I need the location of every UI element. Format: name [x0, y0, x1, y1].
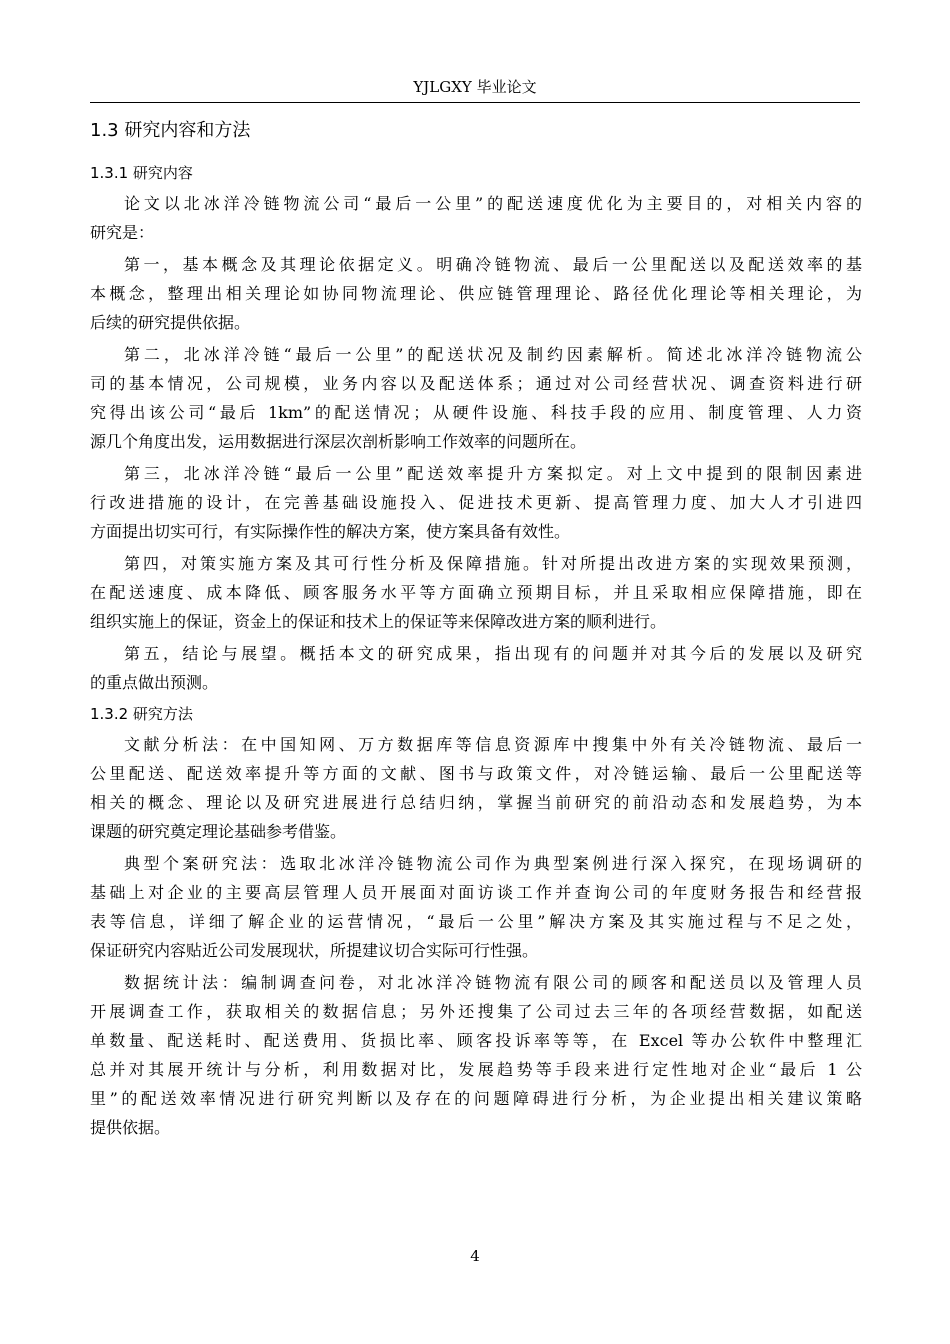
paragraph: [90, 730, 862, 846]
header-divider: [90, 102, 860, 103]
paragraph-line: 的重点做出预测。: [90, 673, 219, 692]
paragraph-line: 行改进措施的设计，在完善基础设施投入、促进技术更新、提高管理力度、加大人才引进四: [90, 493, 862, 512]
paragraph: [90, 189, 862, 247]
paragraph-line: 第五，结论与展望。概括本文的研究成果，指出现有的问题并对其今后的发展以及研究: [124, 644, 862, 663]
paragraph-line: 相关的概念、理论以及研究进展进行总结归纳，掌握当前研究的前沿动态和发展趋势，为本: [90, 793, 862, 812]
paragraph-line: 课题的研究奠定理论基础参考借鉴。: [90, 822, 347, 841]
paragraph-line: 究得出该公司“最后 1km”的配送情况；从硬件设施、科技手段的应用、制度管理、人力资: [90, 403, 862, 422]
paragraph-line: 方面提出切实可行，有实际操作性的解决方案，使方案具备有效性。: [90, 522, 571, 541]
paragraph: [90, 340, 862, 456]
paragraph-line: 总并对其展开统计与分析，利用数据对比，发展趋势等手段来进行定性地对企业“最后 1 公: [90, 1060, 862, 1079]
paragraph-line: 研究是：: [90, 223, 155, 242]
paragraph-line: 第四，对策实施方案及其可行性分析及保障措施。针对所提出改进方案的实现效果预测，: [124, 554, 862, 573]
paragraph-line: 在配送速度、成本降低、顾客服务水平等方面确立预期目标，并且采取相应保障措施，即在: [90, 583, 862, 602]
page-number: 4: [470, 1247, 480, 1265]
paragraph-line: 司的基本情况，公司规模，业务内容以及配送体系；通过对公司经营状况、调查资料进行研: [90, 374, 862, 393]
subsection-research-methods: [90, 700, 862, 1142]
paragraph-line: 论文以北冰洋冷链物流公司“最后一公里”的配送速度优化为主要目的，对相关内容的: [124, 194, 862, 213]
paragraph-line: 开展调查工作，获取相关的数据信息；另外还搜集了公司过去三年的各项经营数据，如配送: [90, 1002, 862, 1021]
paragraph-line: 文献分析法：在中国知网、万方数据库等信息资源库中搜集中外有关冷链物流、最后一: [124, 735, 862, 754]
paragraph: [90, 849, 862, 965]
page-header-title: YJLGXY 毕业论文: [413, 78, 537, 96]
paragraph-line: 第一，基本概念及其理论依据定义。明确冷链物流、最后一公里配送以及配送效率的基: [124, 255, 862, 274]
paragraph-line: 提供依据。: [90, 1118, 171, 1137]
paragraph-line: 保证研究内容贴近公司发展现状，所提建议切合实际可行性强。: [90, 941, 539, 960]
paragraph-line: 基础上对企业的主要高层管理人员开展面对面访谈工作并查询公司的年度财务报告和经营报: [90, 883, 862, 902]
paragraph-line: 第三，北冰洋冷链“最后一公里”配送效率提升方案拟定。对上文中提到的限制因素进: [124, 464, 862, 483]
paragraph-line: 表等信息，详细了解企业的运营情况，“最后一公里”解决方案及其实施过程与不足之处，: [90, 912, 862, 931]
paragraph-line: 后续的研究提供依据。: [90, 313, 251, 332]
paragraph: [90, 549, 862, 636]
paragraph-line: 公里配送、配送效率提升等方面的文献、图书与政策文件，对冷链运输、最后一公里配送等: [90, 764, 862, 783]
subsection-heading: 1.3.1 研究内容: [90, 164, 193, 182]
paragraph: [90, 250, 862, 337]
paragraph: [90, 639, 862, 697]
paragraph: [90, 968, 862, 1142]
paragraph-line: 组织实施上的保证，资金上的保证和技术上的保证等来保障改进方案的顺利进行。: [90, 612, 667, 631]
paragraph-line: 典型个案研究法：选取北冰洋冷链物流公司作为典型案例进行深入探究，在现场调研的: [124, 854, 862, 873]
paragraph-line: 单数量、配送耗时、配送费用、货损比率、顾客投诉率等等，在 Excel 等办公软件中整理汇: [90, 1031, 862, 1050]
paragraph-line: 数据统计法：编制调查问卷，对北冰洋冷链物流有限公司的顾客和配送员以及管理人员: [124, 973, 862, 992]
paragraph-line: 源几个角度出发，运用数据进行深层次剖析影响工作效率的问题所在。: [90, 432, 587, 451]
document-body: [90, 116, 862, 1145]
subsection-research-content: [90, 159, 862, 697]
paragraph-line: 里”的配送效率情况进行研究判断以及存在的问题障碍进行分析，为企业提出相关建议策略: [90, 1089, 862, 1108]
subsection-heading: 1.3.2 研究方法: [90, 705, 193, 723]
paragraph-group: [90, 730, 862, 1142]
paragraph: [90, 459, 862, 546]
section-heading: 1.3 研究内容和方法: [90, 120, 251, 141]
paragraph-line: 第二，北冰洋冷链“最后一公里”的配送状况及制约因素解析。简述北冰洋冷链物流公: [124, 345, 862, 364]
paragraph-group: [90, 189, 862, 697]
paragraph-line: 本概念，整理出相关理论如协同物流理论、供应链管理理论、路径优化理论等相关理论，为: [90, 284, 862, 303]
